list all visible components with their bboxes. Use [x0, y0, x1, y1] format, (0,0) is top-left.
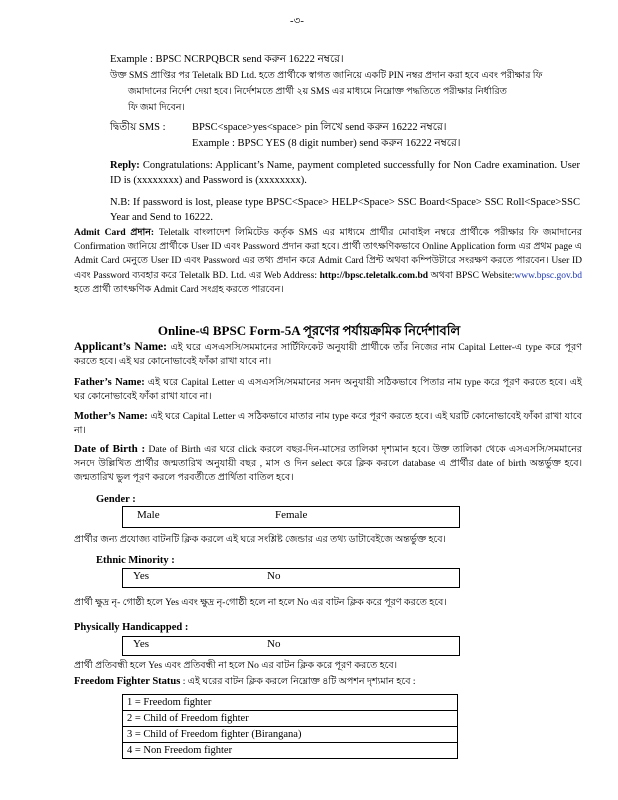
applicant-name-label: Applicant’s Name: [74, 341, 167, 353]
freedom-fighter-label: Freedom Fighter Status [74, 676, 181, 687]
table-row[interactable] [123, 711, 458, 727]
admit-card-paragraph: Admit Card প্রদান: Teletalk বাংলাদেশ লিমিটেড কর্তৃক SMS এর মাধ্যমে প্রার্থীর মোবাইল নম্বরে প্রার্থীকে পরীক্ষার ফি জমাদানের Confirmation জানিয়ে প্রার্থীকে User ID এবং Password প্রদান করা হবে। প্রার্থী তাৎক্ষণিকভাবে Online Application form এর প্রথম page এ Admit Card মেনুতে User ID এবং Password এর তথ্য প্রদান করে Admit Card প্রিন্ট অথবা কম্পিউটারে সংরক্ষণ করতে পারবেন। User ID এবং Password ব্যবহার করে Teletalk BD. Ltd. এর Web Address: http://bpsc.teletalk.com.bd অথবা BPSC Website:www.bpsc.gov.bd হতে প্রার্থী তাৎক্ষণিক Admit Card সংগ্রহ করতে পারবেন। [74, 228, 583, 295]
second-sms-example: Example : BPSC YES (8 digit number) send করুন 16222 নম্বরে। [192, 138, 461, 149]
ethnic-option-no[interactable]: No [267, 570, 281, 582]
pin-instruction-line-1: উক্ত SMS প্রাপ্তির পর Teletalk BD Ltd. হতে প্রার্থীকে স্বাগত জানিয়ে একটি PIN নম্বর প্রদান করা হবে এবং পরীক্ষার ফি [110, 71, 543, 81]
sms-example-1: Example : BPSC NCRPQBCR send করুন 16222 নম্বরে। [110, 54, 344, 65]
table-row[interactable] [123, 727, 458, 743]
gender-option-female[interactable]: Female [275, 509, 308, 521]
ethnic-minority-options-box[interactable] [122, 568, 460, 588]
pin-instruction-line-2: জমাদানের নির্দেশ দেয়া হবে। নির্দেশমতে প্রার্থী ২য় SMS এর মাধ্যমে নিম্নোক্ত পদ্ধতিতে পরীক্ষার নির্ধারিত [128, 87, 507, 97]
applicant-name-paragraph: Applicant’s Name: এই ঘরে এসএসসি/সমমানের সার্টিফিকেট অনুযায়ী প্রার্থীকে তাঁর নিজের নাম Capital Letter-এ type করে পূরণ করতে হবে। এই ঘর কোনোভাবেই ফাঁকা রাখা যাবে না। [74, 341, 583, 367]
handicapped-options-box[interactable] [122, 636, 460, 656]
handicapped-option-yes[interactable]: Yes [133, 638, 150, 650]
ethnic-minority-note: প্রার্থী ক্ষুদ্র নৃ- গোষ্ঠী হলে Yes এবং ক্ষুদ্র নৃ-গোষ্ঠী হলে না হলে No এর বাটন ক্লিক করে পূরণ করতে হবে। [74, 598, 447, 608]
freedom-option[interactable]: 4 = Non Freedom fighter [123, 743, 458, 759]
date-of-birth-paragraph: Date of Birth : Date of Birth এর ঘরে click করলে বছর-দিন-মাসের তালিকা দৃশ্যমান হবে। উক্ত তালিকা থেকে এসএসসি/সমমানের সনদে উল্লিখিত প্রার্থীর জন্মতারিখ অনুযায়ী বছর , মাস ও দিন select করে ক্লিক করলে database এ প্রার্থীর date of birth অন্তর্ভুক্ত হবে। জন্মতারিখ ভুল পূরণ করলে পরবর্তীতে প্রার্থিতা বাতিল হবে। [74, 443, 582, 483]
handicapped-option-no[interactable]: No [267, 638, 281, 650]
teletalk-link[interactable]: http://bpsc.teletalk.com.bd [319, 270, 429, 281]
gender-note: প্রার্থীর জন্য প্রযোজ্য বাটনটি ক্লিক করলে এই ঘরে সংশ্লিষ্ট জেন্ডার এর তথ্য ডাটাবেইজে অন্তর্ভুক্ত হবে। [74, 535, 446, 545]
second-sms-label: দ্বিতীয় SMS : [110, 122, 166, 133]
ethnic-minority-label: Ethnic Minority : [96, 555, 175, 566]
pin-instruction-line-3: ফি জমা দিবেন। [128, 103, 185, 113]
handicapped-note: প্রার্থী প্রতিবন্ধী হলে Yes এবং প্রতিবন্ধী না হলে No এর বাটন ক্লিক করে পূরণ করতে হবে। [74, 661, 398, 671]
freedom-option[interactable]: 2 = Child of Freedom fighter [123, 711, 458, 727]
father-name-label: Father’s Name: [74, 377, 145, 388]
admit-card-label: Admit Card প্রদান: [74, 228, 155, 238]
gender-option-male[interactable]: Male [137, 509, 160, 521]
mother-name-paragraph: Mother’s Name: এই ঘরে Capital Letter এ সঠিকভাবে মাতার নাম type করে পূরণ করতে হবে। এই ঘরটি কোনোভাবেই ফাঁকা রাখা যাবে না। [74, 411, 582, 436]
physically-handicapped-label: Physically Handicapped : [74, 622, 189, 633]
ethnic-option-yes[interactable]: Yes [133, 570, 150, 582]
date-of-birth-label: Date of Birth : [74, 443, 146, 455]
table-row[interactable] [123, 695, 458, 711]
page-number: -৩- [290, 16, 304, 27]
bpsc-website-link[interactable]: www.bpsc.gov.bd [514, 270, 583, 281]
freedom-option[interactable]: 3 = Child of Freedom fighter (Birangana) [123, 727, 458, 743]
gender-options-box[interactable] [122, 506, 460, 528]
table-row[interactable] [123, 743, 458, 759]
reply-text: Congratulations: Applicant’s Name, payment completed successfully for Non Cadre examination. User ID is (xxxxxxxx) and Password is (xxxxxxxx). [110, 160, 580, 186]
mother-name-label: Mother’s Name: [74, 411, 148, 422]
freedom-fighter-options-table [122, 694, 458, 759]
gender-label: Gender : [96, 494, 136, 505]
freedom-fighter-note: : এই ঘরের বাটন ক্লিক করলে নিম্নোক্ত ৪টি অপশন দৃশ্যমান হবে : [180, 677, 416, 687]
nb-paragraph: N.B: If password is lost, please type BPSC<Space> HELP<Space> SSC Board<Space> SSC Roll<Space>SSC Year and Send to 16222. [110, 197, 580, 223]
freedom-option[interactable]: 1 = Freedom fighter [123, 695, 458, 711]
reply-label: Reply: [110, 160, 140, 171]
father-name-paragraph: Father’s Name: এই ঘরে Capital Letter এ এসএসসি/সমমানের সনদ অনুযায়ী সঠিকভাবে পিতার নাম type করে পূরণ করতে হবে। এই ঘর কোনোভাবেই ফাঁকা রাখা যাবে না। [74, 377, 582, 402]
section-heading: Online-এ BPSC Form-5A পূরণের পর্যায়ক্রমিক নির্দেশাবলি [157, 323, 461, 338]
reply-paragraph [110, 158, 580, 188]
second-sms-format: BPSC<space>yes<space> pin লিখে send করুন 16222 নম্বরে। [192, 122, 447, 133]
freedom-fighter-line [74, 675, 416, 689]
